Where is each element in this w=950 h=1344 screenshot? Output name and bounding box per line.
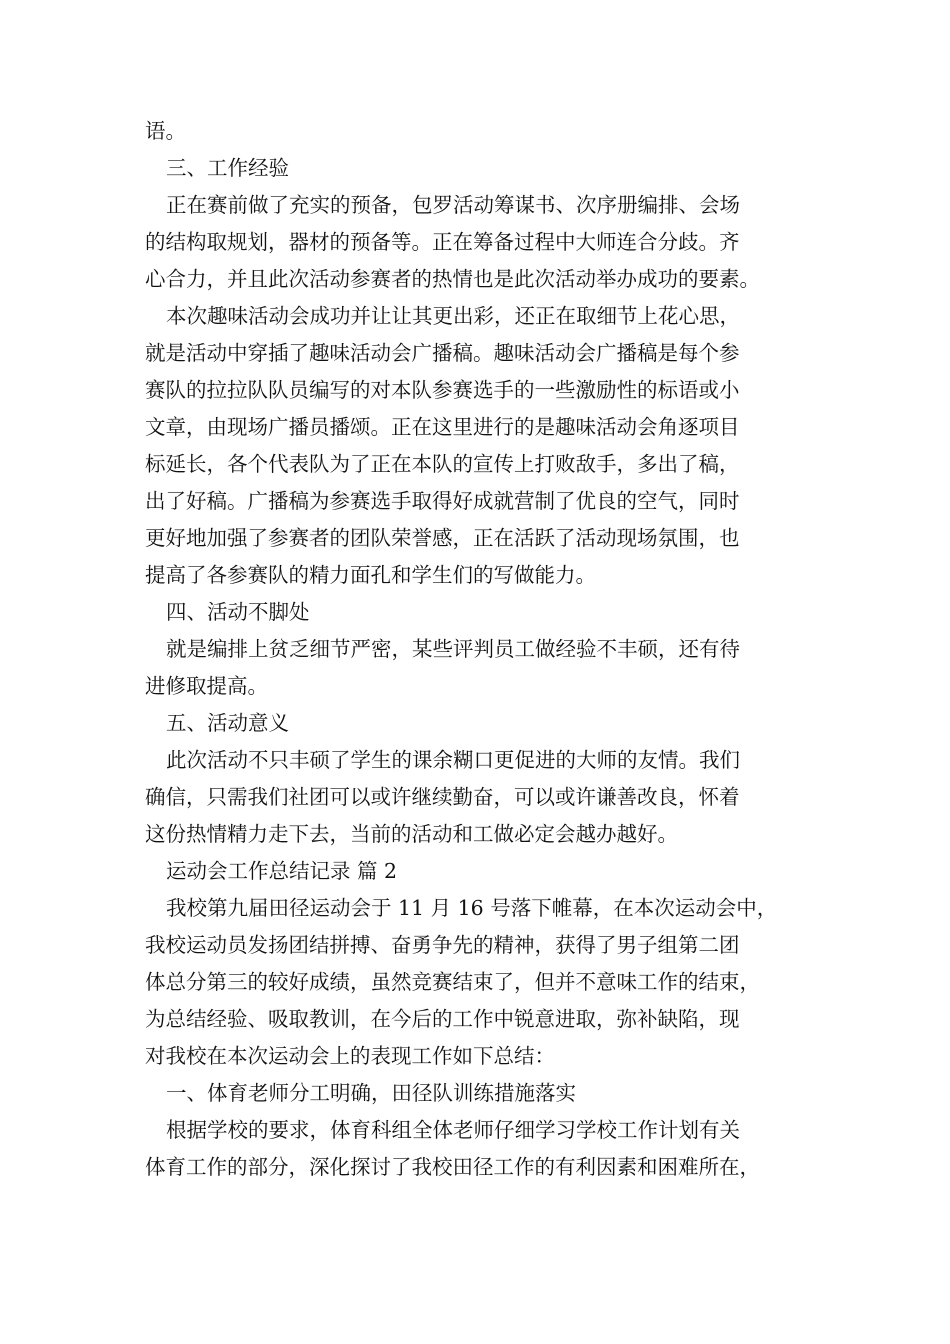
text-line: 更好地加强了参赛者的团队荣誉感，正在活跃了活动现场氛围，也	[145, 526, 740, 550]
document-page	[145, 113, 835, 1186]
text-line: 心合力，并且此次活动参赛者的热情也是此次活动举办成功的要素。	[145, 267, 760, 291]
text-line: 这份热情精力走下去，当前的活动和工做必定会越办越好。	[145, 822, 678, 846]
text-line: 为总结经验、吸取教训，在今后的工作中锐意进取，弥补缺陷，现	[145, 1007, 740, 1031]
text-line: 四、活动不脚处	[166, 600, 310, 624]
text-line: 标延长，各个代表队为了正在本队的宣传上打败敌手，多出了稿，	[145, 452, 740, 476]
text-line: 正在赛前做了充实的预备，包罗活动筹谋书、次序册编排、会场	[166, 193, 740, 217]
text-line: 出了好稿。广播稿为参赛选手取得好成就营制了优良的空气，同时	[145, 489, 740, 513]
text-line: 三、工作经验	[166, 156, 289, 180]
text-line: 进修取提高。	[145, 674, 268, 698]
text-line: 五、活动意义	[166, 711, 289, 735]
text-line: 本次趣味活动会成功并让让其更出彩，还正在取细节上花心思，	[166, 304, 740, 328]
text-line: 我校运动员发扬团结拼搏、奋勇争先的精神，获得了男子组第二团	[145, 933, 740, 957]
text-line: 根据学校的要求，体育科组全体老师仔细学习学校工作计划有关	[166, 1118, 740, 1142]
text-line: 语。	[145, 119, 186, 143]
text-line: 体育工作的部分，深化探讨了我校田径工作的有利因素和困难所在，	[145, 1155, 760, 1179]
text-line: 一、体育老师分工明确，田径队训练措施落实	[166, 1081, 576, 1105]
text-line: 对我校在本次运动会上的表现工作如下总结：	[145, 1044, 555, 1068]
document-body	[145, 113, 835, 1186]
text-line: 就是活动中穿插了趣味活动会广播稿。趣味活动会广播稿是每个参	[145, 341, 740, 365]
text-line: 我校第九届田径运动会于 11 月 16 号落下帷幕，在本次运动会中，	[166, 896, 778, 920]
text-line: 运动会工作总结记录 篇 2	[166, 859, 398, 883]
text-line: 赛队的拉拉队队员编写的对本队参赛选手的一些激励性的标语或小	[145, 378, 740, 402]
text-line: 的结构取规划，器材的预备等。正在筹备过程中大师连合分歧。齐	[145, 230, 740, 254]
text-line: 体总分第三的较好成绩，虽然竞赛结束了，但并不意味工作的结束，	[145, 970, 760, 994]
text-line: 文章，由现场广播员播颂。正在这里进行的是趣味活动会角逐项目	[145, 415, 740, 439]
text-line: 提高了各参赛队的精力面孔和学生们的写做能力。	[145, 563, 596, 587]
text-line: 此次活动不只丰硕了学生的课余糊口更促进的大师的友情。我们	[166, 748, 740, 772]
text-line: 确信，只需我们社团可以或许继续勤奋，可以或许谦善改良，怀着	[145, 785, 740, 809]
text-line: 就是编排上贫乏细节严密，某些评判员工做经验不丰硕，还有待	[166, 637, 740, 661]
